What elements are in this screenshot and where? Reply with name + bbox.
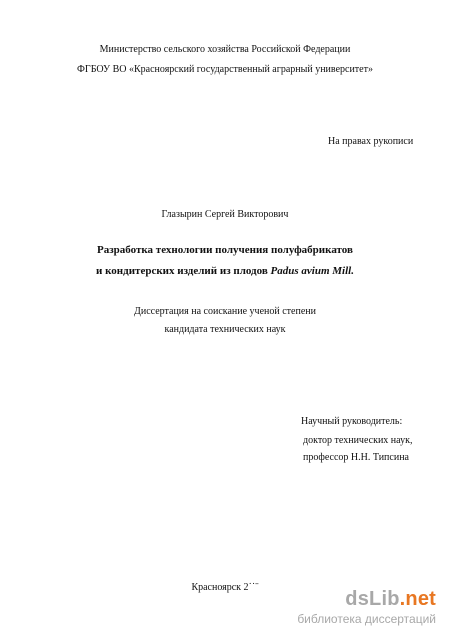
degree-line1: Диссертация на соискание ученой степени (134, 306, 316, 317)
manuscript-note: На правах рукописи (328, 136, 414, 147)
watermark-logo-main: dsLib (345, 588, 400, 610)
city-year: Красноярск 2˙˙ˉ (191, 582, 259, 593)
author-name: Глазырин Сергей Викторович (161, 209, 289, 220)
supervisor-degree: доктор технических наук, (303, 435, 413, 446)
title-line2-text: и кондитерских изделий из плодов (96, 265, 271, 277)
watermark (297, 588, 436, 626)
watermark-logo-tld: .net (399, 588, 436, 610)
degree-line2: кандидата технических наук (164, 324, 286, 335)
supervisor-name: профессор Н.Н. Типсина (303, 452, 409, 463)
watermark-subtitle: библиотека диссертаций (297, 612, 436, 626)
dissertation-title-line1: Разработка технологии получения полуфабрикатов (97, 244, 353, 256)
supervisor-label: Научный руководитель: (301, 416, 403, 427)
watermark-logo (297, 588, 436, 610)
ministry-heading: Министерство сельского хозяйства Российской Федерации (99, 44, 351, 55)
species-name: Padus avium Mill. (270, 265, 354, 277)
dissertation-title-line2 (0, 265, 450, 278)
university-heading: ФГБОУ ВО «Красноярский государственный аграрный университет» (77, 64, 373, 75)
